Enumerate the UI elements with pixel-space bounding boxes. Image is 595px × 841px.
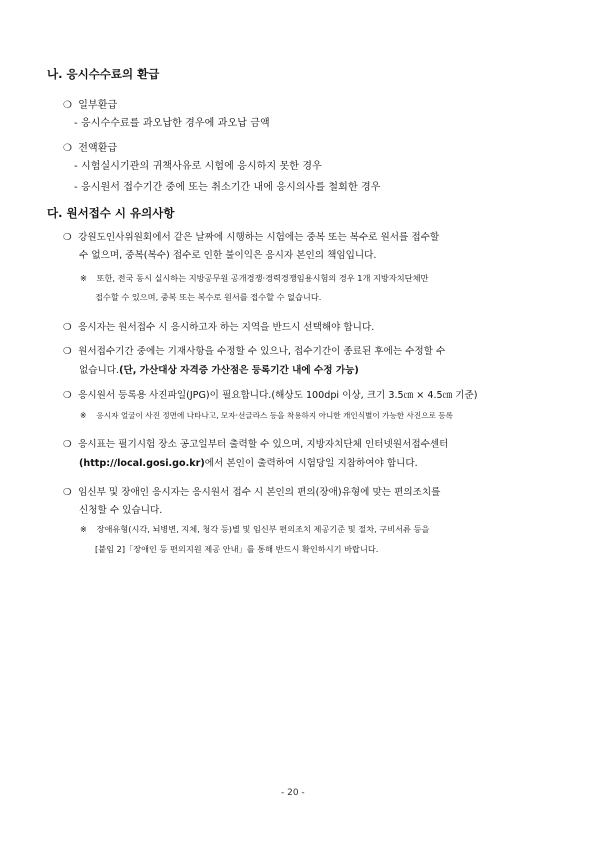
circle-bullet-icon: ❍ [63,439,72,450]
paragraph-edit-period [63,343,445,357]
note-line: [붙임 2]「장애인 등 편의지원 제공 안내」를 통해 반드시 확인하시기 바랍니다. [95,544,379,554]
circle-bullet-icon: ❍ [63,346,72,357]
circle-bullet-icon: ❍ [63,390,72,401]
paragraph-line: 강원도인사위원회에서 같은 날짜에 시행하는 시험에는 중복 또는 복수로 원서를 접수할 [78,232,440,243]
reference-mark-icon: ※ [80,273,87,283]
paragraph-line: 원서접수기간 중에는 기재사항을 수정할 수 있으나, 접수기간이 종료된 후에는 수정할 수 [78,346,446,357]
note-line: 응시자 얼굴이 사진 정면에 나타나고, 모자·선글라스 등을 착용하지 아니한 개인식별이 가능한 사진으로 등록 [96,411,453,420]
list-item: - 응시수수료를 과오납한 경우에 과오납 금액 [74,118,270,129]
paragraph-duplicate-application [63,229,439,243]
paragraph-accommodation [63,484,440,498]
paragraph-text: 에서 본인이 출력하여 시험당일 지참하여야 합니다. [204,458,418,469]
note-line: 또한, 전국 동시 실시하는 지방공무원 공개경쟁·경력경쟁임용시험의 경우 1개 지방자치단체만 [96,273,429,283]
circle-bullet-icon: ❍ [63,232,72,243]
gosi-url-link[interactable]: (http://local.gosi.go.kr) [79,458,205,469]
item-partial-refund [63,96,117,111]
paragraph-line [79,455,418,469]
paragraph-admission-ticket [63,436,448,450]
paragraph-line: 수 없으며, 중복(복수) 접수로 인한 불이익은 응시자 본인의 책임입니다. [79,250,377,261]
item-title: 일부환급 [78,100,118,111]
item-title: 전액환급 [78,143,118,154]
list-item: - 응시원서 접수기간 중에 또는 취소기간 내에 응시의사를 철회한 경우 [74,182,381,193]
page-number: - 20 - [281,788,305,798]
section-title-notes: 다. 원서접수 시 유의사항 [47,206,175,220]
note-line: 접수할 수 있으며, 중복 또는 복수로 원서를 접수할 수 없습니다. [95,292,322,302]
section-title-refund: 나. 응시수수료의 환급 [47,67,160,81]
bold-exception-note: (단, 가산대상 자격증 가산점은 등록기간 내에 수정 가능) [119,365,359,376]
paragraph-text: 없습니다. [79,365,120,376]
paragraph-region-select [63,319,374,333]
paragraph-line: 응시자는 원서접수 시 응시하고자 하는 지역을 반드시 선택해야 합니다. [78,322,375,333]
paragraph-line: 신청할 수 있습니다. [79,505,163,516]
paragraph-line: 응시원서 등록용 사진파일(JPG)이 필요합니다.(해상도 100dpi 이상, 크기 3.5㎝ × 4.5㎝ 기준) [78,390,478,401]
paragraph-line: 응시표는 필기시험 장소 공고일부터 출력할 수 있으며, 지방자치단체 인터넷원서접수센터 [78,439,449,450]
note-accommodation-types [80,524,429,535]
reference-mark-icon: ※ [80,524,87,534]
note-photo-requirements [80,410,453,421]
circle-bullet-icon: ❍ [63,100,73,111]
circle-bullet-icon: ❍ [63,143,73,154]
circle-bullet-icon: ❍ [63,322,72,333]
circle-bullet-icon: ❍ [63,487,72,498]
list-item: - 시험실시기관의 귀책사유로 시험에 응시하지 못한 경우 [74,161,322,172]
paragraph-line: 임신부 및 장애인 응시자는 응시원서 접수 시 본인의 편의(장애)유형에 맞는 편의조치를 [78,487,441,498]
paragraph-photo-file [63,387,478,401]
reference-mark-icon: ※ [80,411,87,420]
note-nationwide-exam [80,273,428,284]
item-full-refund [63,139,117,154]
note-line: 장애유형(시각, 뇌병변, 지체, 청각 등)별 및 임신부 편의조치 제공기준 및 절차, 구비서류 등을 [96,524,430,534]
paragraph-line [79,362,359,376]
